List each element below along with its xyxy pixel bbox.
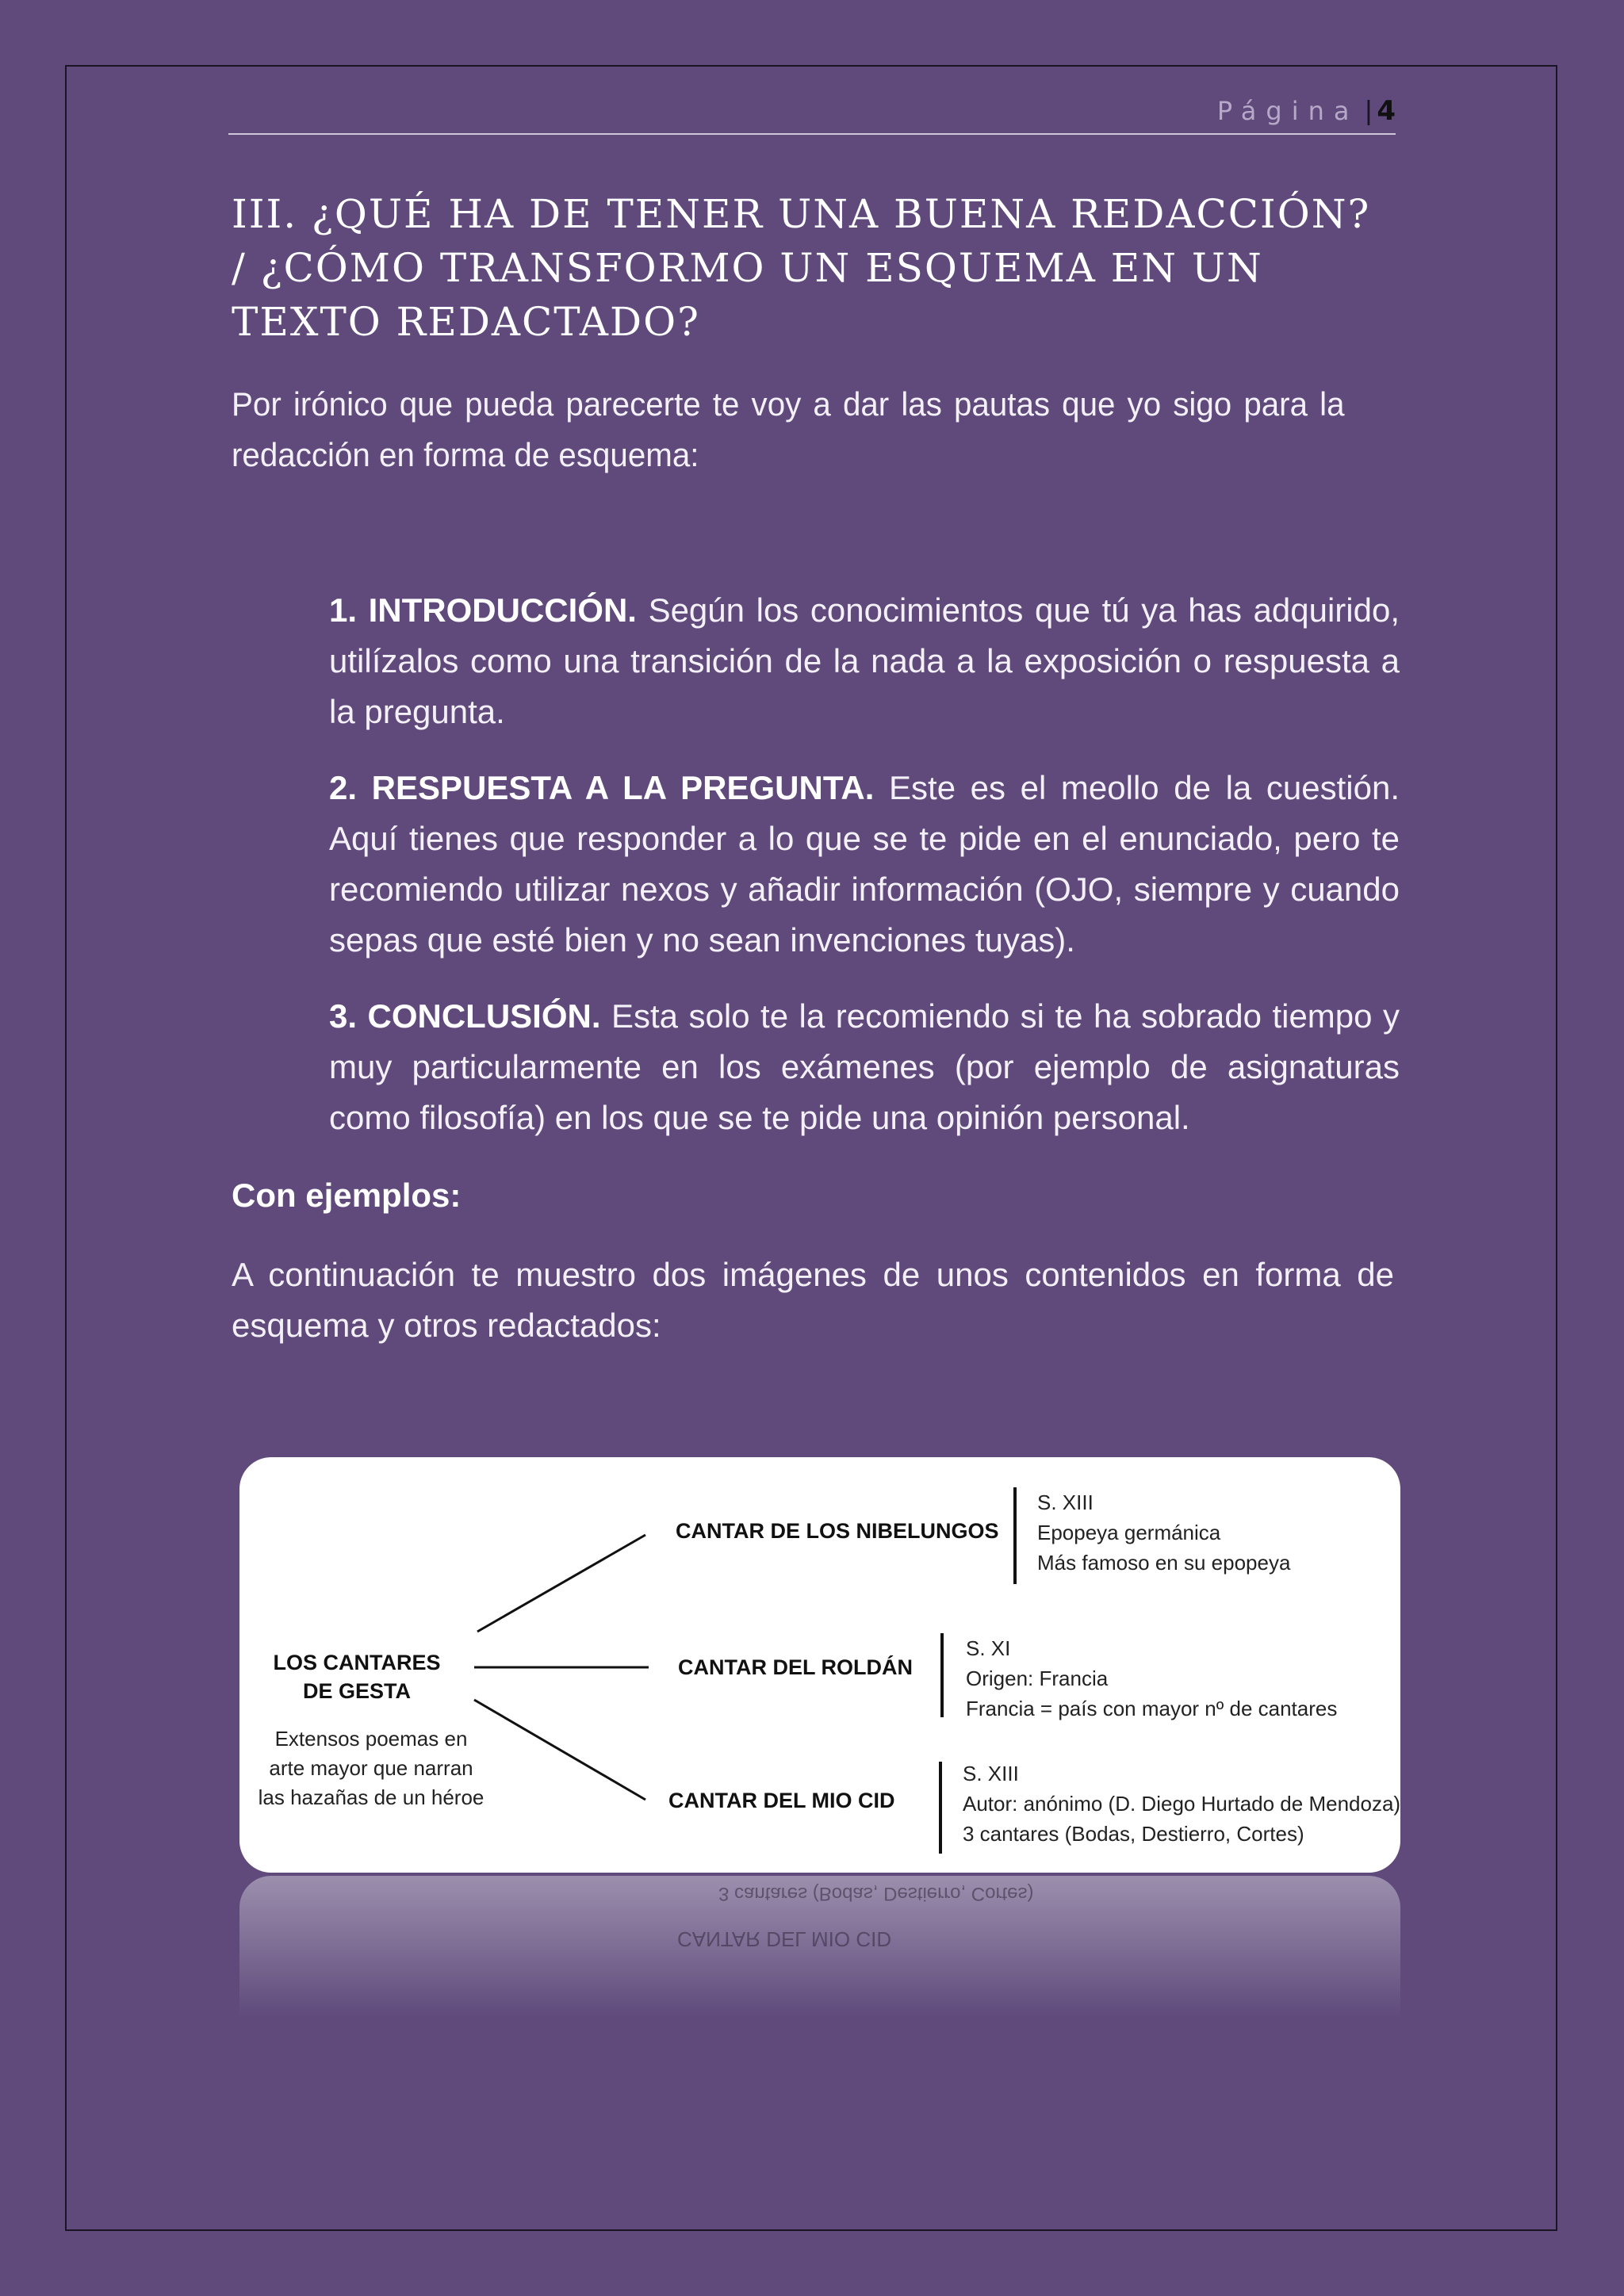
list-item-label: 2. RESPUESTA A LA PREGUNTA. (329, 769, 875, 806)
list-item (329, 585, 1400, 737)
diagram-image (239, 1457, 1400, 1873)
list-item-text: Este es el meollo de la cuestión. Aquí tienes que responder a lo que se te pide en el enunciado, pero te recomiendo utilizar nexos y añadir información (OJO, siempre y cuando sepas que esté bien y no sean invenciones tuyas). (329, 769, 1400, 959)
list-item-text: Según los conocimientos que tú ya has adquirido, utilízalos como una transición de la nada a la exposición o respuesta a la pregunta. (329, 591, 1400, 730)
steps-list (329, 585, 1400, 1169)
page-label: Página (1216, 96, 1359, 126)
page-header (228, 95, 1396, 135)
branch-name: CANTAR DE LOS NIBELUNGOS (676, 1519, 999, 1543)
branch-detail: Francia = país con mayor nº de cantares (966, 1697, 1338, 1720)
branch-detail: S. XIII (963, 1762, 1019, 1785)
branch-detail: Autor: anónimo (D. Diego Hurtado de Mendoza) (963, 1792, 1400, 1816)
diagram-svg (239, 1457, 1400, 1873)
page-number: 4 (1377, 95, 1396, 127)
root-desc-line: Extensos poemas en (274, 1727, 468, 1751)
list-item-text: Esta solo te la recomiendo si te ha sobrado tiempo y muy particularmente en los exámenes (por ejemplo de asignaturas como filosofía) en los que se te pide una opinión personal. (329, 997, 1400, 1136)
branch-detail: S. XIII (1037, 1490, 1094, 1514)
branch-line-top (477, 1535, 645, 1632)
examples-text: A continuación te muestro dos imágenes de unos contenidos en forma de esquema y otros redactados: (232, 1256, 1394, 1344)
root-desc-line: las hazañas de un héroe (258, 1785, 485, 1809)
branch-detail: Más famoso en su epopeya (1037, 1551, 1291, 1575)
reflection-text: 3 cantares (Bodas, Destierro, Cortes) (718, 1883, 1034, 1904)
list-item (329, 763, 1400, 966)
branch-detail: S. XI (966, 1636, 1011, 1660)
branch-detail: Origen: Francia (966, 1667, 1109, 1690)
reflection-text: CANTAR DEL MIO CID (677, 1927, 892, 1951)
branch-detail: 3 cantares (Bodas, Destierro, Cortes) (963, 1822, 1304, 1846)
section-title: III. ¿QUÉ HA DE TENER UNA BUENA REDACCIÓN? / ¿CÓMO TRANSFORMO UN ESQUEMA EN UN TEXTO REDACTADO? (232, 191, 1371, 345)
root-title-line1: LOS CANTARES (273, 1651, 441, 1674)
branch-name: CANTAR DEL ROLDÁN (678, 1655, 913, 1679)
examples-heading: Con ejemplos: (232, 1177, 462, 1214)
list-item (329, 991, 1400, 1143)
branch-line-bottom (474, 1700, 645, 1800)
root-title-line2: DE GESTA (302, 1679, 412, 1703)
root-desc-line: arte mayor que narran (269, 1756, 473, 1780)
list-item-label: 3. CONCLUSIÓN. (329, 997, 601, 1035)
branch-name: CANTAR DEL MIO CID (668, 1789, 895, 1812)
branch-detail: Epopeya germánica (1037, 1521, 1221, 1544)
list-item-label: 1. INTRODUCCIÓN. (329, 591, 637, 629)
page-separator: | (1365, 96, 1373, 126)
diagram-reflection (239, 1876, 1400, 2019)
intro-paragraph: Por irónico que pueda parecerte te voy a dar las pautas que yo sigo para la redacción en forma de esquema: (232, 385, 1345, 473)
